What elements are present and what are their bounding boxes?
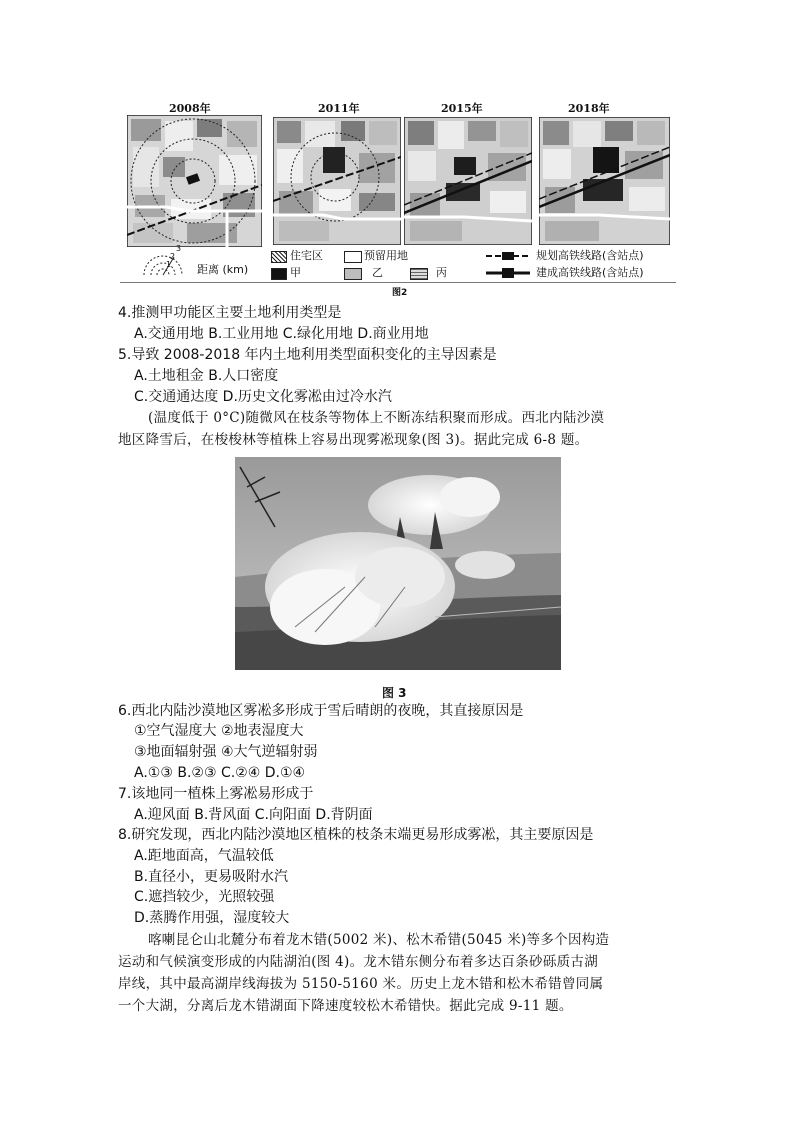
passage1-line2: 地区降雪后，在梭梭林等植株上容易出现雾凇现象(图 3)。据此完成 6-8 题。 — [118, 432, 589, 448]
q4-stem: 4.推测甲功能区主要土地利用类型是 — [118, 305, 342, 321]
legend-yi: 乙 — [372, 266, 383, 279]
planned-rail-line-icon — [486, 250, 530, 262]
land-use-map-2015 — [404, 117, 532, 245]
land-use-map-2018 — [539, 117, 670, 245]
legend-swatch-residential — [271, 251, 287, 263]
q8-stem: 8.研究发现，西北内陆沙漠地区植株的枝条末端更易形成雾凇，其主要原因是 — [118, 827, 594, 843]
q4-options: A.交通用地 B.工业用地 C.绿化用地 D.商业用地 — [134, 326, 429, 342]
passage2-line4: 一个大湖，分离后龙木错湖面下降速度较松木希错快。据此完成 9-11 题。 — [118, 998, 573, 1014]
q5-stem: 5.导致 2008-2018 年内土地利用类型面积变化的主导因素是 — [118, 347, 497, 363]
passage2-line2: 运动和气候演变形成的内陆湖泊(图 4)。龙木错东侧分布着多达百条砂砾质古湖 — [118, 954, 599, 970]
land-use-map-2011 — [273, 117, 401, 245]
q7-options: A.迎风面 B.背风面 C.向阳面 D.背阴面 — [134, 807, 373, 823]
q5-options-cd: C.交通通达度 D.历史文化雾凇由过冷水汽 — [134, 389, 392, 405]
distance-number-2: 2 — [170, 252, 176, 261]
passage2-line1: 喀喇昆仑山北麓分布着龙木错(5002 米)、松木希错(5045 米)等多个因构造 — [148, 932, 610, 948]
q6-options: A.①③ B.②③ C.②④ D.①④ — [134, 765, 306, 781]
land-use-map-2008 — [127, 115, 262, 247]
distance-label: 距离 (km) — [197, 263, 249, 276]
q5-options-ab: A.土地租金 B.人口密度 — [134, 368, 279, 384]
q7-stem: 7.该地同一植株上雾凇易形成于 — [118, 786, 314, 802]
map-year-2008: 2008年 — [169, 102, 211, 115]
map-year-2015: 2015年 — [441, 102, 483, 115]
legend-residential: 住宅区 — [290, 249, 323, 262]
legend-reserved: 预留用地 — [364, 249, 408, 262]
legend-swatch-yi — [344, 268, 362, 280]
q6-row2: ③地面辐射强 ④大气逆辐射弱 — [134, 744, 318, 760]
legend-swatch-reserved — [344, 251, 362, 263]
map-year-2018: 2018年 — [568, 102, 610, 115]
figure-3-caption: 图 3 — [382, 686, 407, 700]
q8-option-d: D.蒸腾作用强，湿度较大 — [134, 910, 290, 926]
passage2-line3: 岸线，其中最高湖岸线海拔为 5150-5160 米。历史上龙木错和松木希错曾同属 — [118, 976, 604, 992]
legend-swatch-jia — [271, 268, 287, 280]
figure-2-caption: 图2 — [392, 288, 408, 298]
legend-swatch-bing — [410, 268, 428, 280]
legend-bing: 丙 — [436, 266, 447, 279]
q6-row1: ①空气湿度大 ②地表湿度大 — [134, 723, 304, 739]
distance-number-3: 3 — [176, 244, 182, 253]
map-year-2011: 2011年 — [318, 102, 360, 115]
legend-planned-rail: 规划高铁线路(含站点) — [536, 249, 644, 262]
rime-photo — [235, 457, 561, 670]
legend-built-rail: 建成高铁线路(含站点) — [536, 266, 644, 279]
figure-2-underline — [120, 282, 676, 283]
q8-option-a: A.距地面高，气温较低 — [134, 848, 274, 864]
distance-number-1: 1 — [166, 260, 172, 269]
q6-stem: 6.西北内陆沙漠地区雾凇多形成于雪后晴朗的夜晚，其直接原因是 — [118, 703, 524, 719]
passage1-line1: (温度低于 0°C)随微风在枝条等物体上不断冻结积聚而形成。西北内陆沙漠 — [148, 410, 605, 426]
q8-option-c: C.遮挡较少，光照较强 — [134, 889, 275, 905]
legend-jia: 甲 — [290, 266, 301, 279]
built-rail-line-icon — [486, 267, 530, 279]
q8-option-b: B.直径小，更易吸附水汽 — [134, 869, 289, 885]
